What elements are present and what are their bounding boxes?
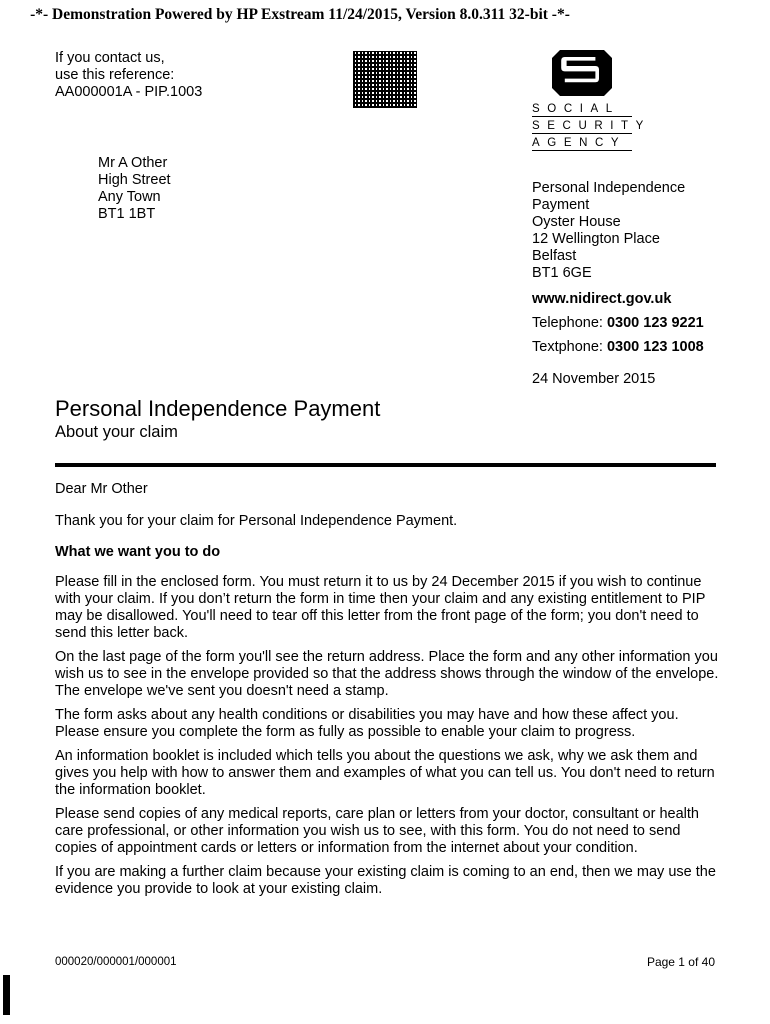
demo-banner: -*- Demonstration Powered by HP Exstream 11/24/2015, Version 8.0.311 32-bit -*- bbox=[30, 6, 570, 23]
intro-paragraph: Thank you for your claim for Personal Independence Payment. bbox=[55, 513, 458, 529]
reference-number: AA000001A - PIP.1003 bbox=[55, 84, 203, 100]
reference-line: If you contact us, bbox=[55, 50, 165, 66]
ssa-s-icon bbox=[552, 50, 612, 96]
letter-body bbox=[55, 481, 720, 905]
reference-block bbox=[55, 50, 202, 101]
datamatrix-barcode bbox=[353, 51, 417, 108]
address-line: Oyster House bbox=[532, 214, 621, 230]
address-line: BT1 1BT bbox=[98, 206, 156, 222]
ssa-logo bbox=[532, 50, 651, 151]
letter-date: 24 November 2015 bbox=[532, 371, 656, 387]
telephone-label: Telephone: bbox=[532, 315, 607, 331]
address-line: Mr A Other bbox=[98, 155, 168, 171]
address-line: High Street bbox=[98, 172, 171, 188]
body-paragraph: If you are making a further claim because your existing claim is coming to an end, then we may use the evidence you provide to look at your existing claim. bbox=[55, 864, 716, 897]
website-link[interactable]: www.nidirect.gov.uk bbox=[532, 291, 672, 307]
footer-code: 000020/000001/000001 bbox=[55, 956, 177, 968]
letter-title: Personal Independence Payment bbox=[55, 396, 381, 421]
address-line: Belfast bbox=[532, 248, 577, 264]
body-paragraph: An information booklet is included which tells you about the questions we ask, why we ask them and gives you help with how to answer them and examples of what you can tell us. You don't need to return the information booklet. bbox=[55, 748, 715, 798]
address-line: Personal Independence bbox=[532, 180, 686, 196]
body-paragraph: The form asks about any health conditions or disabilities you may have and how these affect you. Please ensure you complete the form as fully as possible to enable your claim to progress. bbox=[55, 707, 679, 740]
address-line: Any Town bbox=[98, 189, 161, 205]
divider bbox=[55, 463, 716, 467]
logo-text: AGENCY bbox=[532, 136, 632, 151]
omr-mark bbox=[3, 975, 10, 1015]
address-line: Payment bbox=[532, 197, 590, 213]
reference-line: use this reference: bbox=[55, 67, 175, 83]
letter-subtitle: About your claim bbox=[55, 423, 178, 441]
address-line: BT1 6GE bbox=[532, 265, 592, 281]
body-paragraph: Please fill in the enclosed form. You must return it to us by 24 December 2015 if you wish to continue with your claim. If you don’t return the form in time then your claim and any existing entitlement to PIP may be disallowed. You'll need to tear off this letter from the front page of the form; you don't need to send this letter back. bbox=[55, 574, 706, 641]
salutation: Dear Mr Other bbox=[55, 481, 148, 497]
textphone-number: 0300 123 1008 bbox=[606, 339, 704, 355]
recipient-address bbox=[98, 155, 171, 223]
body-paragraph: On the last page of the form you'll see the return address. Place the form and any other information you wish us to see in the envelope provided so that the address shows through the window of the envelope. The envelope we've sent you doesn't need a stamp. bbox=[55, 649, 719, 699]
page-number: Page 1 of 40 bbox=[646, 955, 715, 969]
body-paragraph: Please send copies of any medical reports, care plan or letters from your doctor, consultant or health care professional, or other information you wish us to see, with this form. You do not need to send copies of appointment cards or letters or information from the internet about your condition. bbox=[55, 806, 699, 856]
logo-text: SOCIAL bbox=[532, 102, 632, 117]
address-line: 12 Wellington Place bbox=[532, 231, 660, 247]
textphone-label: Textphone: bbox=[532, 339, 607, 355]
section-heading: What we want you to do bbox=[55, 544, 221, 560]
sender-address bbox=[532, 180, 704, 388]
logo-text: SECURITY bbox=[532, 120, 651, 132]
telephone-number: 0300 123 9221 bbox=[606, 315, 704, 331]
